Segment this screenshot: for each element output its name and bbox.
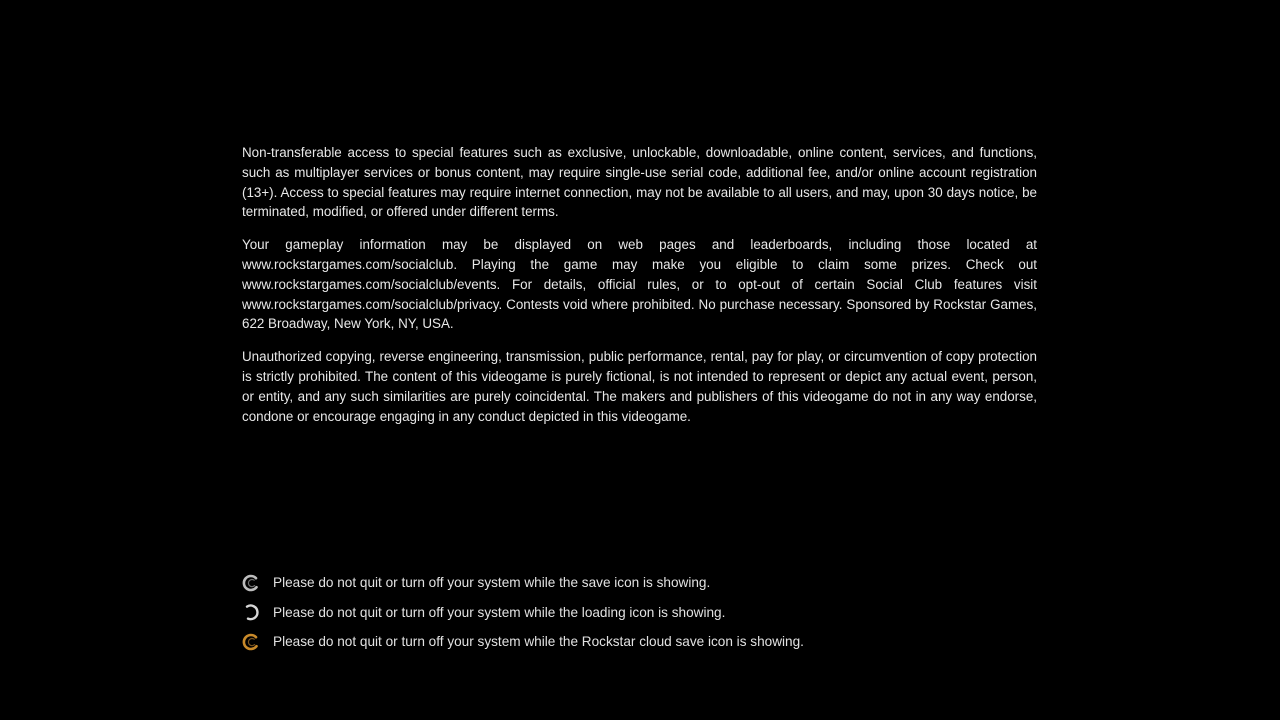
notice-loading-text: Please do not quit or turn off your system while the loading icon is showing. [273, 604, 726, 620]
notice-save-text: Please do not quit or turn off your system while the save icon is showing. [273, 575, 711, 591]
save-spinner-icon [242, 574, 260, 592]
legal-paragraph-online-features: Non-transferable access to special features such as exclusive, unlockable, downloadable, online content, services, and functions, such as multiplayer services or bonus content, may require single-use serial code, additional fee, and/or online account registration (13+). Access to special features may require internet connection, may not be available to all users, and may, upon 30 days notice, be terminated, modified, or offered under different terms. [242, 145, 1037, 220]
notice-save [242, 568, 1042, 598]
legal-paragraph-social-club: Your gameplay information may be displayed on web pages and leaderboards, including those located at www.rockstargames.com/socialclub. Playing the game may make you eligible to claim some prizes. Check out www.rockstargames.com/socialclub/events. For details, official rules, or to opt-out of certain Social Club features visit www.rockstargames.com/socialclub/privacy. Contests void where prohibited. No purchase necessary. Sponsored by Rockstar Games, 622 Broadway, New York, NY, USA. [242, 237, 1037, 332]
notice-loading [242, 598, 1042, 628]
notice-cloud-save-text: Please do not quit or turn off your system while the Rockstar cloud save icon is showing. [273, 634, 804, 650]
legal-notice [242, 143, 1037, 439]
legal-paragraph-copy-protection: Unauthorized copying, reverse engineering, transmission, public performance, rental, pay for play, or circumvention of copy protection is strictly prohibited. The content of this videogame is purely fictional, is not intended to represent or depict any actual event, person, or entity, and any such similarities are purely coincidental. The makers and publishers of this videogame do not in any way endorse, condone or encourage engaging in any conduct depicted in this videogame. [242, 349, 1037, 424]
system-notices [242, 568, 1042, 657]
loading-spinner-icon [242, 603, 260, 621]
cloud-save-spinner-icon [242, 633, 260, 651]
notice-cloud-save [242, 627, 1042, 657]
